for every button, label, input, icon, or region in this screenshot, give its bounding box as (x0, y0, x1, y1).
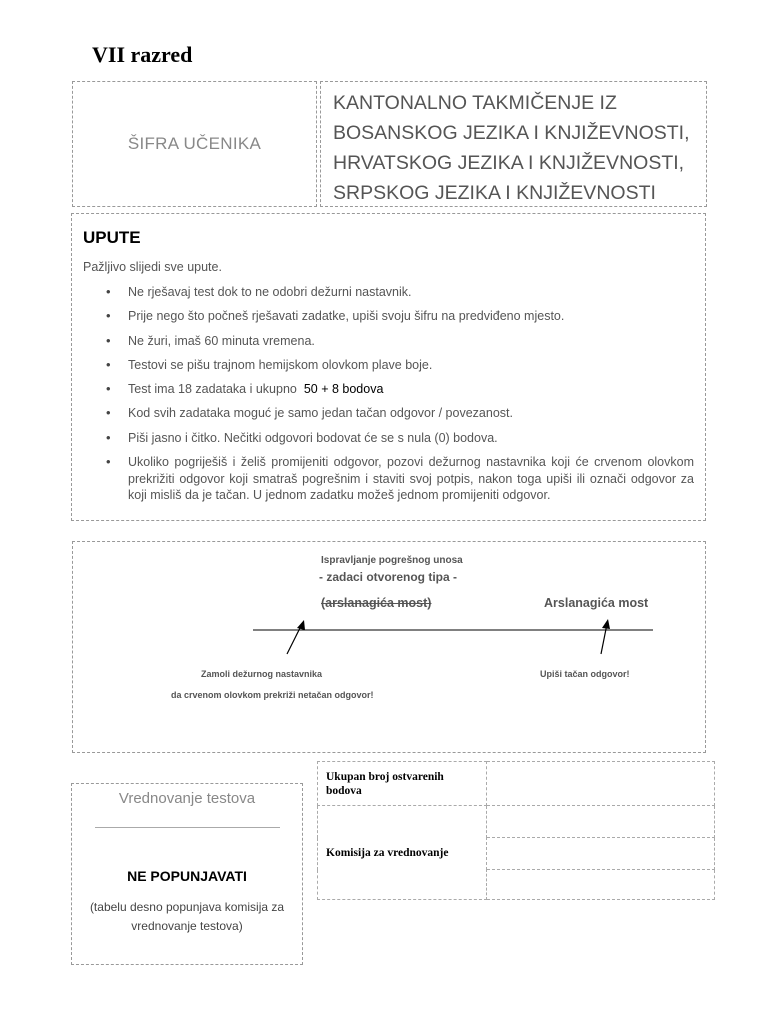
arrow-left-head (297, 620, 305, 630)
evaluation-note: (tabelu desno popunjava komisija za vrednovanje testova) (89, 900, 285, 933)
instruction-item: • Kod svih zadataka moguć je samo jedan tačan odgovor / povezanost. (128, 405, 694, 422)
evaluation-divider (95, 827, 280, 828)
score-table (317, 761, 715, 900)
competition-title-line: BOSANSKOG JEZIKA I KNJIŽEVNOSTI, (333, 122, 690, 144)
total-points-cell[interactable] (487, 762, 715, 806)
instruction-item: • Ne žuri, imaš 60 minuta vremena. (128, 333, 694, 350)
instructions-heading: UPUTE (83, 228, 141, 247)
correction-example-box (72, 541, 706, 753)
instruction-item: • Test ima 18 zadataka i ukupno 50 + 8 bodova (128, 381, 694, 398)
correction-subheading: - zadaci otvorenog tipa - (319, 570, 458, 584)
instruction-item: • Prije nego što počneš rješavati zadatke, upiši svoju šifru na predviđeno mjesto. (128, 308, 694, 325)
committee-label: Komisija za vrednovanje (318, 806, 487, 900)
instruction-item: • Ukoliko pogriješiš i želiš promijeniti odgovor, pozovi dežurnog nastavnika koji će crvenom olovkom prekrižiti odgovor koji smatraš pogrešnim i staviti svoj potpis, nakon toga upiši ili označi odgovor za koji misliš da je tačan. U jednom zadatku možeš jednom promijeniti odgovor. (128, 454, 694, 504)
correct-answer-example: Arslanagića most (544, 596, 649, 610)
instructions-intro: Pažljivo slijedi sve upute. (83, 260, 222, 274)
competition-title-line: SRPSKOG JEZIKA I KNJIŽEVNOSTI (333, 182, 656, 204)
competition-title-line: KANTONALNO TAKMIČENJE IZ (333, 92, 617, 114)
instruction-item: • Testovi se pišu trajnom hemijskom olovkom plave boje. (128, 357, 694, 374)
arrow-right-head (602, 619, 610, 629)
student-code-label: ŠIFRA UČENIKA (127, 134, 262, 153)
instruction-item: • Ne rješavaj test dok to ne odobri dežurni nastavnik. (128, 284, 694, 301)
evaluation-box (71, 783, 303, 965)
instruction-item: • Piši jasno i čitko. Nečitki odgovori bodovat će se s nula (0) bodova. (128, 430, 694, 447)
grade-title: VII razred (92, 42, 193, 67)
evaluation-title: Vrednovanje testova (118, 790, 256, 807)
correction-heading: Ispravljanje pogrešnog unosa (321, 555, 463, 566)
competition-title-line: HRVATSKOG JEZIKA I KNJIŽEVNOSTI, (333, 152, 685, 174)
committee-cell[interactable] (487, 870, 715, 900)
note-left-line2: da crvenom olovkom prekriži netačan odgovor! (171, 690, 374, 700)
total-points: 50 + 8 bodova (303, 382, 384, 397)
competition-title-box (320, 81, 707, 207)
instructions-box (71, 213, 706, 521)
instructions-list (83, 284, 694, 504)
total-points-label: Ukupan broj ostvarenih bodova (318, 762, 487, 806)
committee-cell[interactable] (487, 838, 715, 870)
wrong-answer-example: (arslanagića most) (321, 596, 432, 610)
committee-cell[interactable] (487, 806, 715, 838)
note-left-line1: Zamoli dežurnog nastavnika (201, 669, 323, 679)
evaluation-warning: NE POPUNJAVATI (127, 868, 247, 884)
student-code-box[interactable] (72, 81, 317, 207)
note-right: Upiši tačan odgovor! (540, 669, 630, 679)
